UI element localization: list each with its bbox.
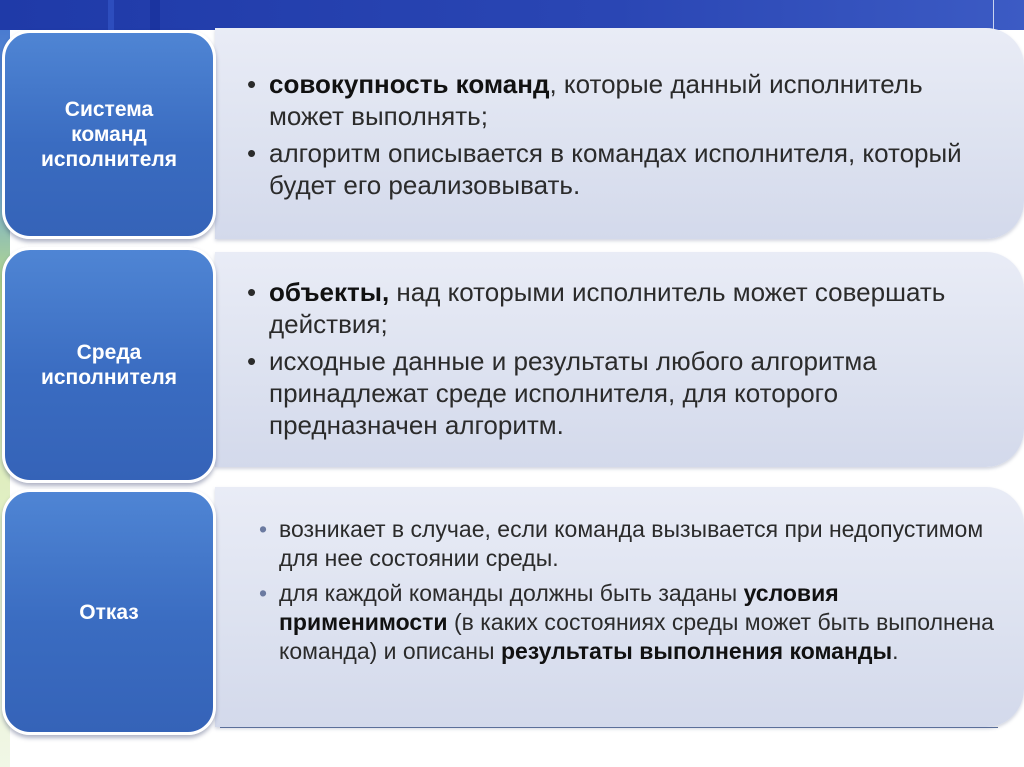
bullet-text: возникает в случае, если команда вызывается при недопустимом для нее состоянии среды. [279,516,984,571]
bold-term: объекты, [269,277,390,307]
panel-failure [215,487,1024,727]
bullet-text: , которые данный исполнитель может выполнять; [269,69,923,131]
bold-term: результаты выполнения команды [500,638,893,664]
label-failure [2,489,216,735]
bold-term: совокупность команд [269,69,550,99]
band-stripe [108,0,114,30]
label-text: Среда исполнителя [40,341,178,389]
failure-bullets [279,515,999,672]
bullet-item [269,68,999,132]
bold-term: условия применимости [279,580,839,635]
bullet-text: (в каких состояниях среды может быть выполнена команда) и описаны [279,609,994,664]
bullet-text: для каждой команды должны быть заданы [279,580,744,606]
bullet-text: исходные данные и результаты любого алгоритма принадлежат среде исполнителя, для которого предназначен алгоритм. [269,346,877,440]
label-text: Отказ [79,600,139,624]
bullet-text: . [892,638,899,664]
label-text: Система команд исполнителя [40,98,178,171]
panel-command-system [215,28,1024,239]
bullet-item [279,579,999,666]
command-system-bullets [269,68,999,206]
label-environment [2,247,216,483]
bullet-text: над которыми исполнитель может совершать действия; [269,277,946,339]
top-decorative-band [0,0,1024,30]
bullet-item [269,345,1009,441]
bullet-text: алгоритм описывается в командах исполнителя, который будет его реализовывать. [269,138,962,200]
bottom-divider-line [220,727,998,728]
panel-environment [215,252,1024,467]
bullet-item [269,276,1009,340]
band-stripe [150,0,160,30]
bullet-item [279,515,999,573]
label-command-system [2,30,216,239]
environment-bullets [269,276,1009,446]
bullet-item [269,137,999,201]
